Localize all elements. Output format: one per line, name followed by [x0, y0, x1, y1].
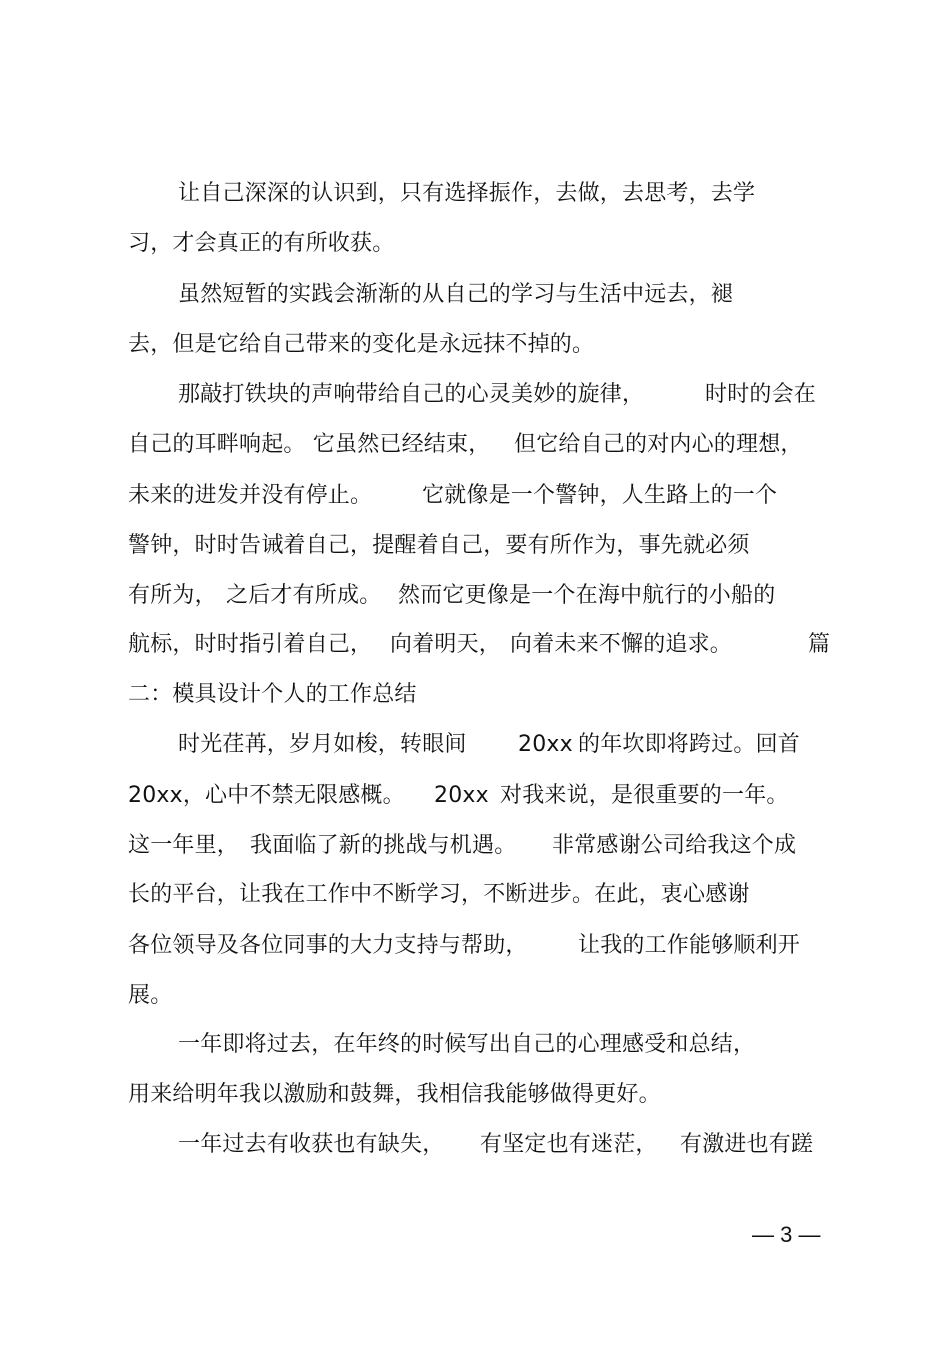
text-line: 一年即将过去，在年终的时候写出自己的心理感受和总结， [178, 1032, 756, 1057]
text-line: 让我的工作能够顺利开 [578, 933, 801, 958]
text-line: 有所为， [128, 583, 217, 608]
text-line: 20xx [518, 732, 573, 757]
text-line: 那敲打铁块的声响带给自己的心灵美妙的旋律， [178, 382, 645, 407]
text-line: 但它给自己的对内心的理想， [514, 432, 803, 457]
text-line: 让自己深深的认识到，只有选择振作，去做，去思考，去学 [178, 181, 756, 206]
section-heading: 二：模具设计个人的工作总结 [128, 682, 417, 707]
text-line: 时时的会在 [705, 382, 817, 407]
text-line: 各位领导及各位同事的大力支持与帮助， [128, 933, 528, 958]
text-line: 这一年里， [128, 833, 240, 858]
page-number: — 3 — [752, 1222, 821, 1247]
text-line: 的年坎即将跨过。回首 [578, 732, 801, 757]
text-line: 向着未来不懈的追求。 [510, 632, 733, 657]
text-line: 它就像是一个警钟，人生路上的一个 [422, 483, 778, 508]
text-line: 虽然短暂的实践会渐渐的从自己的学习与生活中远去，褪 [178, 282, 734, 307]
text-line: 展。 [128, 983, 173, 1008]
text-line: 20xx [434, 783, 489, 808]
text-line: 自己的耳畔响起。 它虽然已经结束， [128, 432, 491, 457]
text-line: 有坚定也有迷茫， [480, 1132, 658, 1157]
text-line: 然而它更像是一个在海中航行的小船的 [398, 583, 776, 608]
text-line: 去，但是它给自己带来的变化是永远抹不掉的。 [128, 332, 595, 357]
text-line: 习，才会真正的有所收获。 [128, 231, 395, 256]
text-line: 20xx，心中不禁无限感概。 [128, 783, 405, 808]
text-line: 用来给明年我以激励和鼓舞，我相信我能够做得更好。 [128, 1082, 661, 1107]
text-line: 航标，时时指引着自己， [128, 632, 373, 657]
text-line: 时光荏苒，岁月如梭，转眼间 [178, 732, 467, 757]
text-line: 长的平台，让我在工作中不断学习，不断进步。在此，衷心感谢 [128, 882, 750, 907]
text-line: 对我来说，是很重要的一年。 [500, 783, 789, 808]
text-line: 非常感谢公司给我这个成 [552, 833, 797, 858]
text-line: 之后才有所成。 [226, 583, 382, 608]
text-line: 我面临了新的挑战与机遇。 [250, 833, 517, 858]
text-line: 有激进也有蹉 [680, 1132, 814, 1157]
text-line: 一年过去有收获也有缺失， [178, 1132, 445, 1157]
text-line: 向着明天， [390, 632, 502, 657]
text-line: 警钟，时时告诫着自己，提醒着自己，要有所作为，事先就必须 [128, 533, 750, 558]
text-line: 未来的进发并没有停止。 [128, 483, 373, 508]
text-line: 篇 [808, 632, 831, 657]
